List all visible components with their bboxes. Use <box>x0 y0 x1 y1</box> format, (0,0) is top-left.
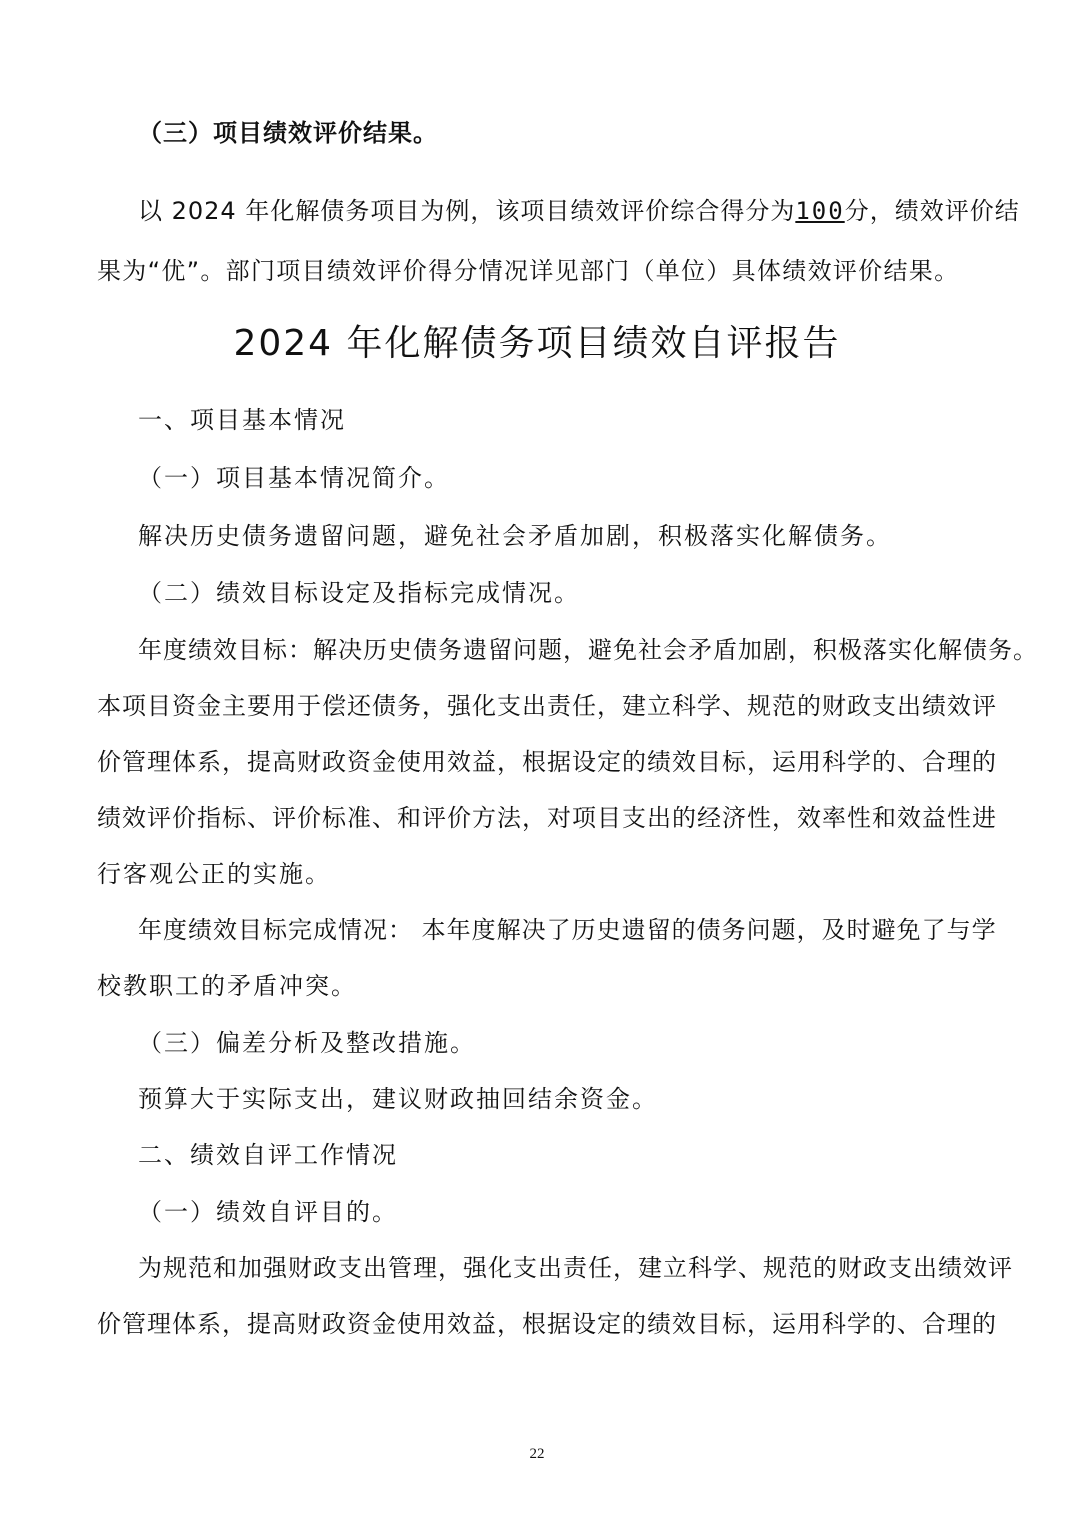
score-value: 100 <box>795 197 845 225</box>
section-heading-results: （三）项目绩效评价结果。 <box>138 119 438 147</box>
page-number: 22 <box>529 1446 545 1462</box>
part2-subheading-1: （一）绩效自评目的。 <box>138 1198 398 1226</box>
results-paragraph-line-1 <box>138 195 1020 227</box>
completion-line-2: 校教职工的矛盾冲突。 <box>97 972 357 1000</box>
part1-subheading-2: （二）绩效目标设定及指标完成情况。 <box>138 579 580 607</box>
results-paragraph-line-2: 果为“优”。部门项目绩效评价得分情况详见部门（单位）具体绩效评价结果。 <box>97 257 960 285</box>
part1-sub3-text: 预算大于实际支出，建议财政抽回结余资金。 <box>138 1085 658 1113</box>
part1-subheading-3: （三）偏差分析及整改措施。 <box>138 1029 476 1057</box>
results-text-after-score: 分，绩效评价结 <box>844 197 1020 225</box>
part2-heading: 二、绩效自评工作情况 <box>138 1141 398 1169</box>
part1-subheading-1: （一）项目基本情况简介。 <box>138 464 450 492</box>
results-text-before-score: 以 2024 年化解债务项目为例，该项目绩效评价综合得分为 <box>138 197 796 225</box>
part1-heading: 一、项目基本情况 <box>138 406 346 434</box>
completion-line-1: 年度绩效目标完成情况： 本年度解决了历史遗留的债务问题，及时避免了与学 <box>138 916 997 944</box>
annual-goal-line-4: 绩效评价指标、评价标准、和评价方法，对项目支出的经济性，效率性和效益性进 <box>97 804 997 832</box>
report-title: 2024 年化解债务项目绩效自评报告 <box>233 323 841 364</box>
annual-goal-line-2: 本项目资金主要用于偿还债务，强化支出责任，建立科学、规范的财政支出绩效评 <box>97 692 997 720</box>
annual-goal-line-3: 价管理体系，提高财政资金使用效益，根据设定的绩效目标，运用科学的、合理的 <box>97 748 997 776</box>
annual-goal-line-1: 年度绩效目标：解决历史债务遗留问题，避免社会矛盾加剧，积极落实化解债务。 <box>138 636 1038 664</box>
part1-sub1-text: 解决历史债务遗留问题，避免社会矛盾加剧，积极落实化解债务。 <box>138 522 892 550</box>
purpose-line-2: 价管理体系，提高财政资金使用效益，根据设定的绩效目标，运用科学的、合理的 <box>97 1310 997 1338</box>
purpose-line-1: 为规范和加强财政支出管理，强化支出责任，建立科学、规范的财政支出绩效评 <box>138 1254 1013 1282</box>
annual-goal-line-5: 行客观公正的实施。 <box>97 860 331 888</box>
